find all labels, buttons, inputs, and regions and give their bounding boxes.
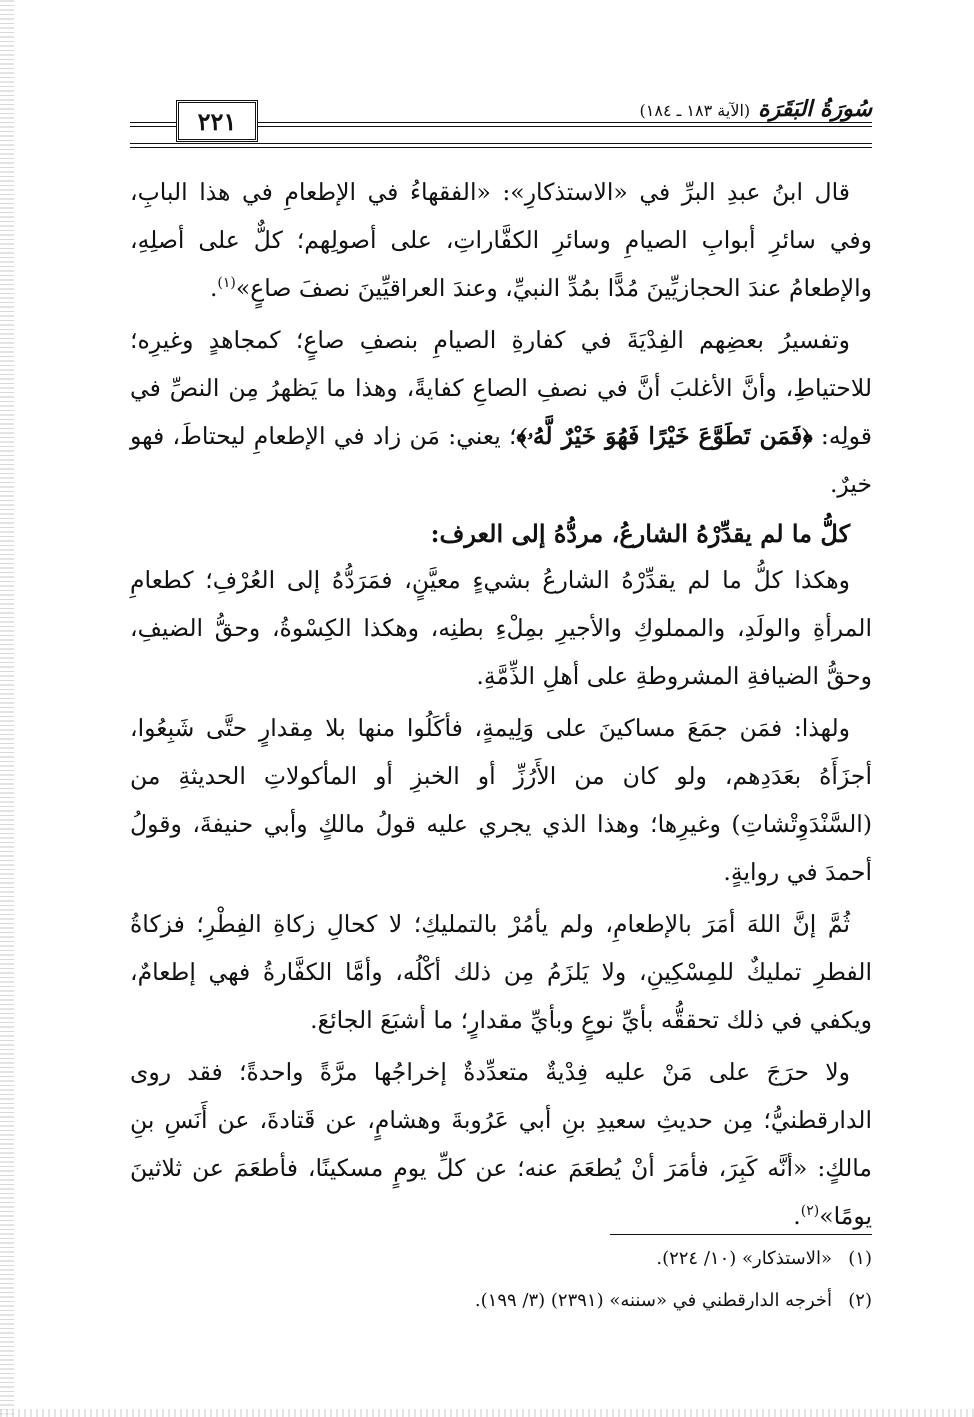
ayah-range: (الآية ١٨٣ ـ ١٨٤) bbox=[639, 101, 751, 120]
paragraph-3: وهكذا كلُّ ما لم يقدِّرْهُ الشارعُ بشيءٍ معيَّنٍ، فمَرَدُّهُ إلى العُرْفِ؛ كطعامِ المرأةِ والولَدِ، والمملوكِ والأجيرِ بمِلْءِ بطنِه، وهكذا الكِسْوةُ، وحقُّ الضيفِ، وحقُّ الضيافةِ المشروطةِ على أهلِ الذِّمَّةِ. bbox=[130, 566, 872, 690]
paragraph-6 bbox=[130, 1048, 872, 1240]
section-heading: كلُّ ما لم يقدِّرْهُ الشارعُ، مردُّهُ إلى العرف: bbox=[430, 519, 850, 548]
scan-edge-bottom bbox=[0, 1409, 974, 1417]
paragraph-6-text: ولا حرَجَ على مَنْ عليه فِدْيةٌ متعدِّدةٌ إخراجُها مرَّةً واحدةً؛ فقد روى الدارقطنيُّ؛ مِن حديثِ سعيدِ بنِ أبي عَرُوبةَ وهشامٍ، عن قَتادةَ، عن أَنَسِ بنِ مالكٍ: «أنَّه كَبِرَ، فأمَرَ أنْ يُطعَمَ عنه؛ عن كلِّ يومٍ مسكينًا، فأطعَمَ عن ثلاثينَ يومًا» bbox=[130, 1058, 872, 1230]
footnote-1 bbox=[130, 1238, 872, 1280]
footnote-separator bbox=[610, 1234, 872, 1235]
header-rule-right bbox=[250, 122, 872, 127]
footnote-2-number: (٢) bbox=[848, 1290, 872, 1311]
footnotes bbox=[130, 1238, 872, 1322]
footnote-1-text: «الاستذكار» (١٠/ ٢٢٤). bbox=[656, 1248, 832, 1269]
footnote-ref-2: (٢) bbox=[800, 1203, 820, 1220]
header-rule-bottom bbox=[130, 143, 872, 148]
footnote-1-number: (١) bbox=[848, 1248, 872, 1269]
footnote-ref-1: (١) bbox=[217, 275, 236, 292]
header-rule-left bbox=[130, 122, 178, 127]
surah-name: سُورَةُ البَقَرَة bbox=[758, 96, 872, 122]
paragraph-2 bbox=[130, 316, 872, 508]
scan-edge-left bbox=[0, 0, 14, 1417]
footnote-2 bbox=[130, 1280, 872, 1322]
paragraph-1-end: . bbox=[209, 274, 218, 302]
footnote-2-text: أخرجه الدارقطني في «سننه» (٢٣٩١) (٣/ ١٩٩). bbox=[474, 1290, 832, 1311]
paragraph-2-text-b: ؛ يعني: مَن زاد في الإطعامِ ليحتاطَ، فهو خيرٌ. bbox=[130, 422, 872, 498]
quran-quote: ﴿فَمَن تَطَوَّعَ خَيْرًا فَهُوَ خَيْرٌ لَّهُۥ﴾ bbox=[516, 422, 813, 450]
running-head bbox=[634, 96, 872, 120]
main-text bbox=[130, 168, 872, 1244]
page-header bbox=[130, 96, 872, 156]
page-number: ٢٢١ bbox=[176, 100, 258, 142]
paragraph-1 bbox=[130, 168, 872, 312]
paragraph-2-text-a: وتفسيرُ بعضِهم الفِدْيَةَ في كفارةِ الصيامِ بنصفِ صاعٍ؛ كمجاهدٍ وغيرِه؛ للاحتياطِ، وأنَّ الأغلبَ أنَّ في نصفِ الصاعِ كفايةً، وهذا ما يَظهرُ مِن النصِّ في قولِه: bbox=[130, 326, 872, 450]
paragraph-6-end: . bbox=[793, 1202, 801, 1230]
paragraph-1-text: قال ابنُ عبدِ البرِّ في «الاستذكارِ»: «الفقهاءُ في الإطعامِ في هذا البابِ، وفي سائرِ أبوابِ الصيامِ وسائرِ الكفَّاراتِ، على أصولِهم؛ كلٌّ على أصلِهِ، والإطعامُ عندَ الحجازيِّينَ مُدًّا بمُدِّ النبيِّ، وعندَ العراقيِّينَ نصفَ صاعٍ» bbox=[130, 178, 872, 302]
paragraph-5: ثُمَّ إنَّ اللهَ أمَرَ بالإطعامِ، ولم يأمُرْ بالتمليكِ؛ لا كحالِ زكاةِ الفِطْرِ؛ فزكاةُ الفطرِ تمليكٌ للمِسْكِينِ، ولا يَلزَمُ مِن ذلك أكْلُه، وأمَّا الكفَّارةُ فهي إطعامٌ، ويكفي في ذلك تحققُّه بأيِّ نوعٍ وبأيِّ مقدارٍ؛ ما أشبَعَ الجائعَ. bbox=[130, 910, 872, 1034]
paragraph-4: ولهذا: فمَن جمَعَ مساكينَ على وَلِيمةٍ، فأكَلُوا منها بلا مِقدارٍ حتَّى شَبِعُوا، أجزَأَهُ بعَدَدِهم، ولو كان من الأَرُزِّ أو الخبزِ أو المأكولاتِ الحديثةِ من (السَّنْدَوِتْشاتِ) وغيرِها؛ وهذا الذي يجري عليه قولُ مالكٍ وأبي حنيفةَ، وقولُ أحمدَ في روايةٍ. bbox=[130, 714, 872, 886]
